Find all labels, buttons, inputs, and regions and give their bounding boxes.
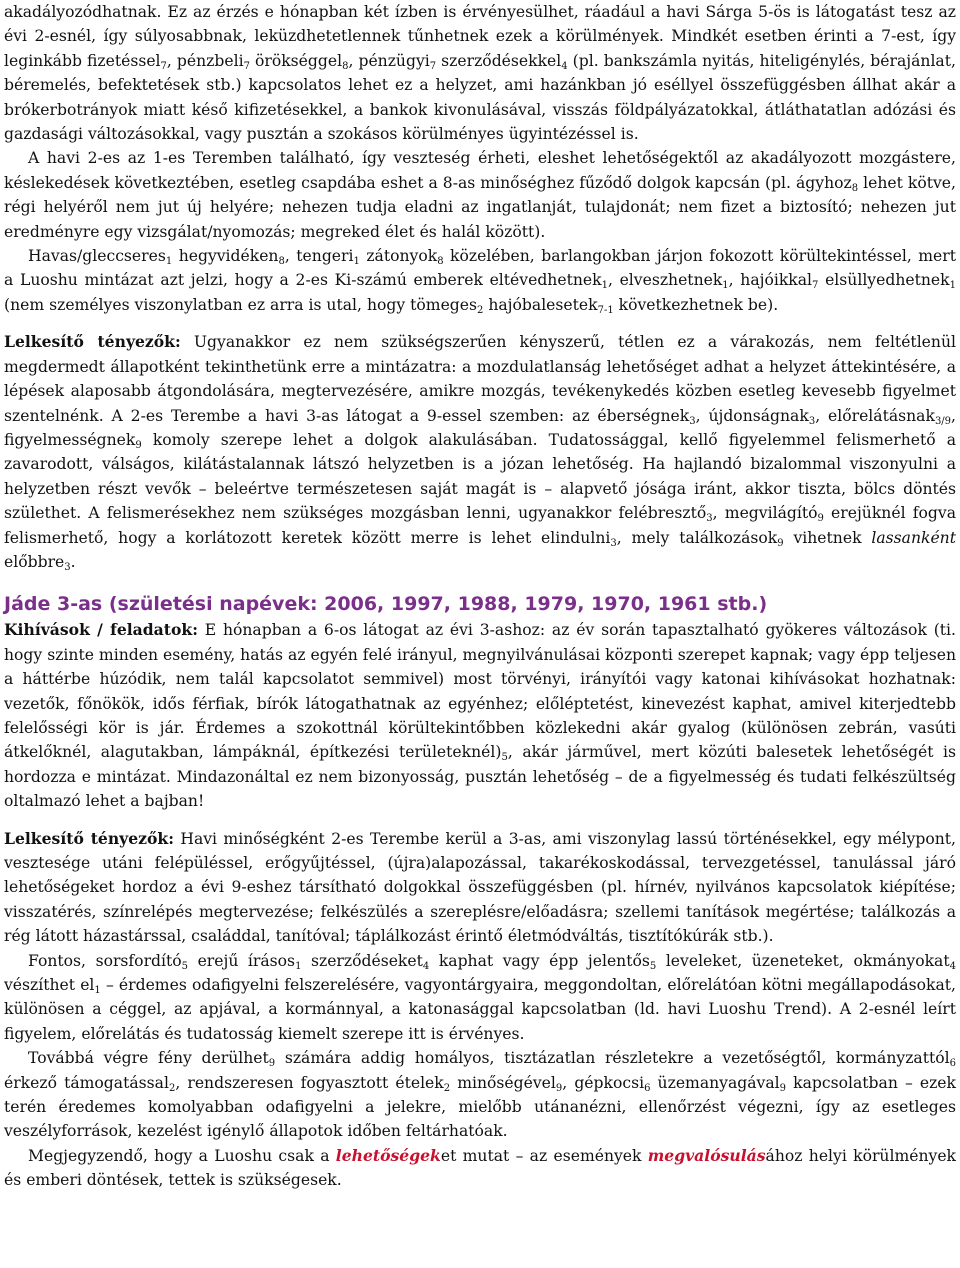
bold-label: Lelkesítő tényezők: [4, 828, 174, 848]
text-run: zátonyok [359, 247, 438, 266]
subscript-number: 7 [243, 60, 250, 72]
text-run: et mutat – az események [440, 1146, 648, 1165]
section-previous-continued [4, 0, 956, 574]
section-jade-3 [4, 618, 956, 1192]
text-run: – érdemes odafigyelni felszerelésére, vagyontárgyaira, meggondoltan, előrelátóan kötni megállapodásokat, különösen a céggel, az apjával, a kormánnyal, a katonasággal kapcsolatban (ld. havi Luoshu Trend). A 2-esnél leírt figyelem, előrelátás és tudatosság kiemelt szerepe itt is érvényes. [4, 976, 956, 1043]
text-run: Fontos, sorsfordító [28, 951, 182, 970]
subscript-number: 5 [649, 960, 657, 972]
text-run: , figyelmességnek [4, 406, 956, 449]
subscript-number: 9 [777, 537, 784, 549]
text-run: hajóbalesetek [483, 295, 598, 314]
subscript-number: 4 [949, 960, 956, 972]
text-run: elsüllyedhetnek [818, 271, 950, 290]
text-run: E hónapban a 6-os látogat az évi 3-ashoz: az év során tapasztalható gyökeres változások (ti. hogy szinte minden esemény, hatás az egyén felé irányul, megnyilvánulásai központi szerepet kapnak; vagy épp teljesen a háttérbe húzódik, nem talál kapcsolatot semmivel) most törvényi, irányítói vagy katonai kihívásokat hozhatnak: vezetők, főnökök, idős férfiak, bírók látogathatnak az egyénhez; előléptetést, kinevezést kaphat, amivel kiterjedtebb felelősségi kör is jár. Érdemes a szokottnál körültekintőbben közlekedni akár gyalog (különösen zebrán, vasúti átkelőknél, alagutakban, lámpáknál, építkezési területeknél) [4, 621, 956, 762]
text-run: akadályozódhatnak. Ez az érzés e hónapban két ízben is érvényesülhet, ráadául a havi Sárga 5-ös is látogatást tesz az évi 2-esnél, így súlyosabbnak, leküzdhetetlennek tűnhetnek ezek a körülmények. Mindkét esetben érinti a 7-est, így leginkább fizetéssel [4, 3, 956, 70]
subscript-number: 9 [779, 1082, 787, 1094]
subscript-number: 3 [689, 415, 696, 427]
paragraph-p1 [4, 146, 956, 244]
text-run: ához helyi körülmények és emberi döntések, tettek is szükségesek. [4, 1146, 957, 1190]
subscript-number: 9 [555, 1082, 563, 1094]
text-run: , pénzbeli [166, 51, 244, 70]
paragraph-p3 [4, 330, 956, 574]
subscript-number: 9 [268, 1058, 276, 1070]
subscript-number: 3 [610, 537, 617, 549]
paragraph-p2 [4, 244, 956, 317]
subscript-number: 1 [353, 256, 360, 268]
emphasis-text: lehetőségek [335, 1145, 441, 1165]
bold-label: Lelkesítő tényezők: [4, 332, 181, 352]
paragraph-q0 [4, 618, 956, 813]
subscript-number: 9 [817, 513, 824, 525]
text-run: Havas/gleccseres [28, 247, 166, 266]
text-run: , tengeri [284, 247, 354, 266]
subscript-number: 3/9 [934, 415, 952, 427]
text-run: üzemanyagával [650, 1073, 780, 1092]
text-run: (pl. bankszámla nyitás, hiteligénylés, bérajánlat, béremelés, befektetések stb.) kapcsolatos lehet ez a helyzet, ami hazánkban jó eséllyel összefüggésben állhat akár a brókerbotrányok miatt késő kifizetésekkel, a bankok kivonulásával, visszás földpályázatokkal, átláthatatlan adózási és gazdasági változásokkal, vagy pusztán a szokásos körülményes ügyintézéssel is. [4, 51, 956, 144]
text-run: , megvilágító [712, 504, 818, 523]
text-run: előbbre [4, 552, 65, 571]
subscript-number: 1 [94, 985, 101, 997]
text-run: leveleket, üzeneteket, okmányokat [656, 951, 950, 970]
text-run: hegyvidéken [172, 247, 279, 266]
text-run: , akár járművel, mert közúti balesetek lehetőségét is hordozza e mintázat. Mindazonáltal ez nem bizonyosság, pusztán lehetőség – de a figyelmesség és tudati felkészültség oltalmazó lehet a bajban! [4, 743, 956, 811]
text-run: minőségével [450, 1073, 556, 1092]
text-run: érkező támogatással [4, 1073, 169, 1092]
text-run: , elveszhetnek [607, 271, 723, 290]
bold-label: Kihívások / feladatok: [4, 620, 198, 640]
subscript-number: 2 [477, 304, 484, 316]
text-run: kapcsolatban – ezek terén éredemes komolyabban odafigyelni a jelekre, mielőbb utánanézni, ellenőrzést végezni, így az esetleges veszélyforrások, kezelést igénylő állapotok időben feltárhatóak. [4, 1073, 956, 1141]
section-heading-jade-3 [4, 590, 956, 618]
subscript-number: 5 [501, 752, 508, 764]
subscript-number: 1 [601, 280, 608, 292]
subscript-number: 9 [135, 439, 142, 451]
paragraph-q1 [4, 827, 956, 949]
text-run: lehet kötve, régi helyéről nem jut új helyére; nehezen tudja eladni az ingatlanját, tulajdonát; nem fizet a biztosító; nehezen jut eredményre egy vizsgálat/nyomozás; megreked élet és halál között). [4, 173, 956, 241]
subscript-number: 6 [644, 1082, 651, 1094]
text-run: számára addig homályos, tisztázatlan részletekre a vezetőségtől, kormányzattól [275, 1049, 950, 1068]
paragraph-q2 [4, 949, 956, 1047]
text-run: erejüknél fogva felismerhető, hogy a korlátozott keretek között merre is lehet elindulni [4, 504, 956, 547]
text-run: közelében, barlangokban járjon fokozott körültekintéssel, mert a Luoshu mintázat azt jelzi, hogy a 2-es Ki-számú emberek eltévedhetnek [4, 247, 956, 290]
subscript-number: 3 [706, 513, 713, 525]
text-run: kaphat vagy épp jelentős [429, 951, 650, 970]
subscript-number: 7 [160, 60, 167, 72]
subscript-number: 8 [437, 256, 444, 268]
paragraph-q4 [4, 1144, 956, 1193]
text-run: , újdonságnak [695, 406, 809, 425]
text-run: , előrelátásnak [815, 406, 935, 425]
paragraph-p0 [4, 0, 956, 146]
text-run: (nem személyes viszonylatban ez arra is utal, hogy tömeges [4, 295, 478, 314]
italic-text: lassanként [871, 528, 956, 547]
text-run: A havi 2-es az 1-es Teremben található, így veszteség érheti, eleshet lehetőségektől az akadályozott mozgástere, késlekedések következtében, esetleg csapdába eshet a 8-as minőséghez fűződő dolgok kapcsán (pl. ágyhoz [4, 149, 956, 192]
text-run: Havi minőségként 2-es Terembe kerül a 3-as, ami viszonylag lassú történésekkel, egy mélypont, vesztesége utáni felépüléssel, erőgyűjtéssel, (újra)alapozással, takarékoskodással, tervezgetéssel, tanulással járó lehetőségeket hordoz a évi 9-eshez társítható dolgokkal összefüggésben (pl. hírnév, nyilvános kapcsolatok kiépítése; visszatérés, színrelépés megtervezése; felkészülés a szereplésre/előadásra; szellemi tanítások megértése; találkozás a rég látott házastárssal, családdal, tanítóval; táplálkozást érintő életmódváltás, tisztítókúrák stb.). [4, 829, 956, 946]
subscript-number: 6 [949, 1058, 956, 1070]
text-run: Megjegyzendő, hogy a Luoshu csak a [28, 1146, 336, 1165]
text-run: komoly szerepe lehet a dolgok alakulásában. Tudatossággal, kellő figyelemmel felismerhető a zavarodott, válságos, kilátástalannak látszó helyzetben is a józan lehetőség. Ha hajlandó bizalommal viszonyulni a helyzetben részt vevők – beleértve természetesen saját magát is – alapvető jósága iránt, akkor tiszta, bölcs döntés születhet. A felismerésekhez nem szükséges mozgásban lenni, ugyanakkor felébresztő [4, 430, 956, 523]
subscript-number: 5 [181, 960, 189, 972]
text-run: , gépkocsi [562, 1073, 645, 1092]
subscript-number: 4 [422, 960, 430, 972]
text-run: vihetnek [783, 528, 872, 547]
section-heading-text: Jáde 3-as (születési napévek: 2006, 1997, 1988, 1979, 1970, 1961 stb.) [4, 593, 768, 616]
subscript-number: 1 [165, 256, 173, 268]
subscript-number: 2 [168, 1082, 176, 1094]
text-run: örökséggel [249, 51, 343, 70]
subscript-number: 8 [342, 60, 349, 72]
subscript-number: 1 [949, 280, 956, 292]
text-run: . [70, 552, 76, 571]
text-run: következhetnek be). [613, 295, 779, 314]
text-run: Ugyanakkor ez nem szükségszerűen kényszerű, tétlen ez a várakozás, nem feltétlenül megdermedt állapotként tekinthetünk erre a mintázatra: a mozdulatlanság lehetőséget adhat a helyzet áttekintésére, a lépések alaposabb átgondolására, megtervezésére, amikre mozgás, tevékenykedés közben esetleg kevesebb figyelmet szentelnénk. A 2-es Terembe a havi 3-as látogat a 9-essel szemben: az éberségnek [4, 333, 956, 425]
subscript-number: 1 [295, 960, 302, 972]
text-run: , rendszeresen fogyasztott ételek [175, 1073, 444, 1092]
subscript-number: 3 [64, 561, 71, 573]
subscript-number: 8 [278, 256, 285, 268]
subscript-number: 4 [561, 60, 568, 72]
subscript-number: 3 [808, 415, 816, 427]
text-run: Továbbá végre fény derülhet [28, 1049, 269, 1068]
subscript-number: 7 [429, 60, 437, 72]
text-run: , hajóikkal [728, 271, 813, 290]
text-run: , mely találkozások [616, 528, 778, 547]
text-run: vészíthet el [4, 976, 95, 995]
subscript-number: 8 [851, 182, 859, 194]
paragraph-q3 [4, 1046, 956, 1144]
text-run: szerződésekkel [436, 51, 562, 70]
subscript-number: 7-1 [597, 304, 614, 316]
text-run: erejű írásos [188, 951, 296, 970]
subscript-number: 7 [812, 280, 819, 292]
text-run: szerződéseket [301, 951, 423, 970]
subscript-number: 2 [443, 1082, 451, 1094]
text-run: , pénzügyi [348, 51, 430, 70]
emphasis-text: megvalósulás [647, 1145, 766, 1165]
subscript-number: 1 [722, 280, 729, 292]
